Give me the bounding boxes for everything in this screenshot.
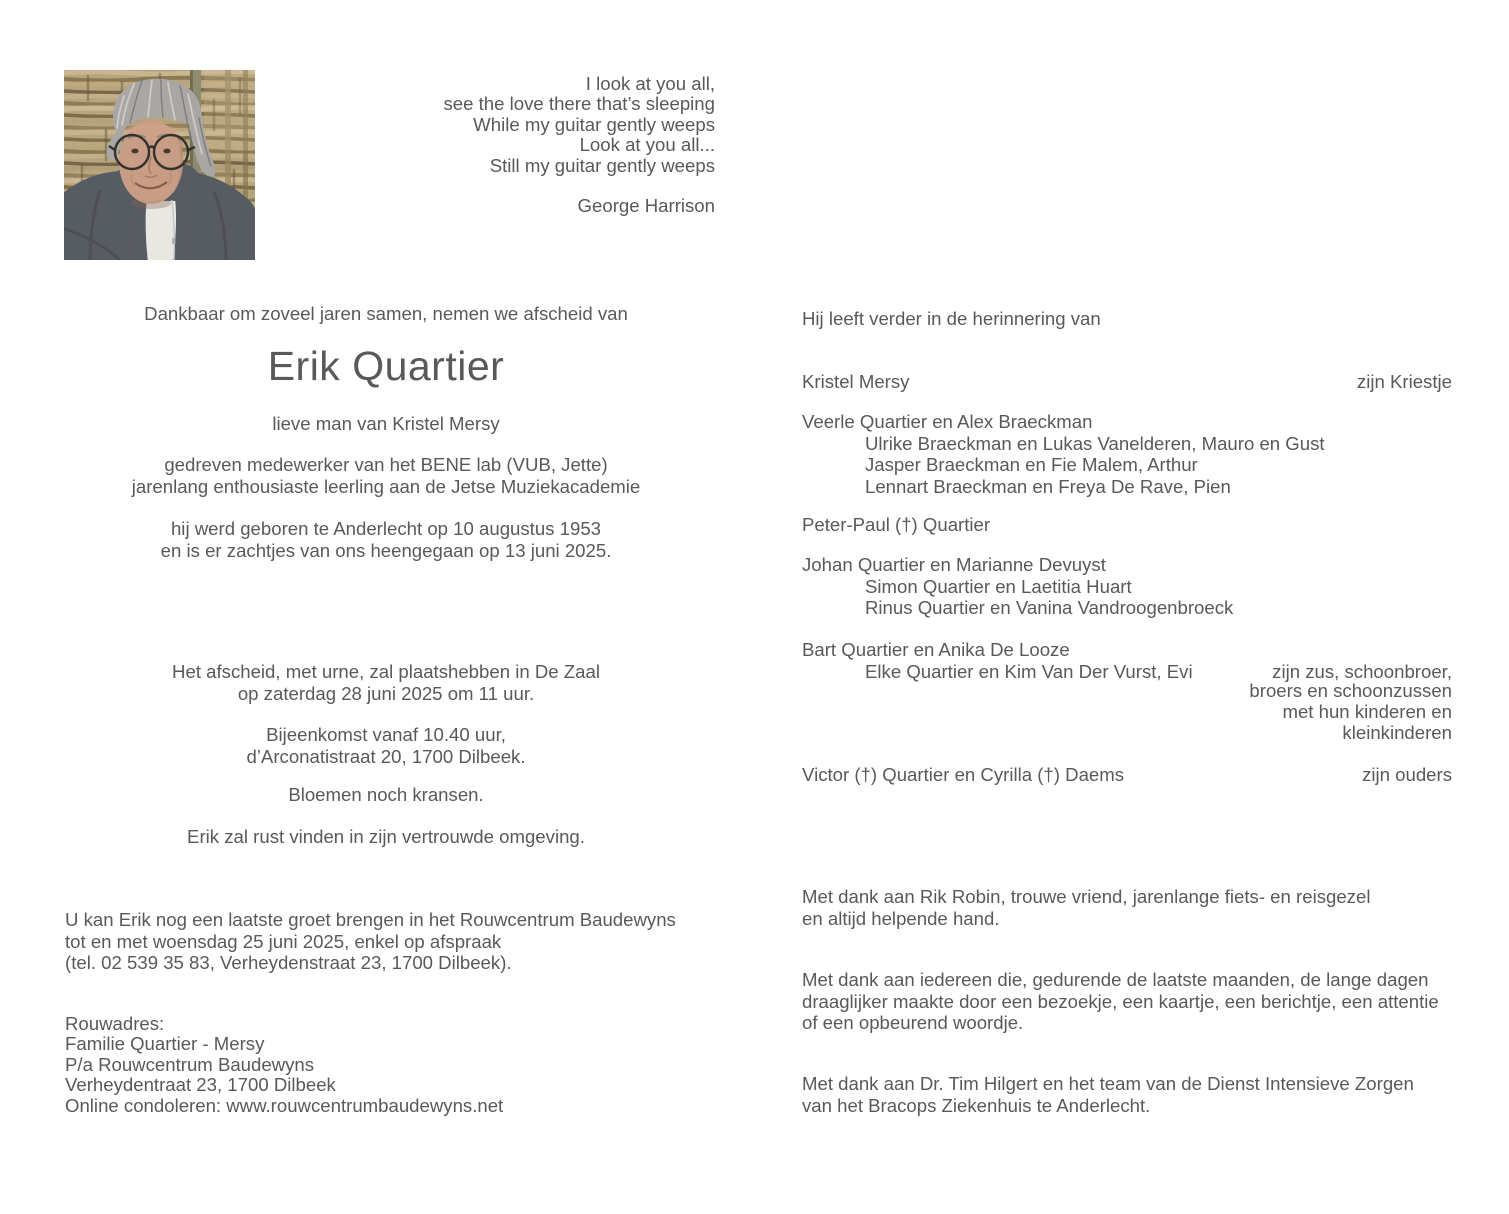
family-group-bart xyxy=(802,639,1452,682)
poem xyxy=(443,74,715,216)
relation-note: met hun kinderen en xyxy=(1282,700,1452,722)
thanks-line: draaglijker maakte door een bezoekje, een kaartje, een berichtje, een attentie xyxy=(802,990,1439,1012)
family-member: Bart Quartier en Anika De Looze xyxy=(802,639,1070,660)
poem-line: Still my guitar gently weeps xyxy=(489,154,715,176)
family-member: Jasper Braeckman en Fie Malem, Arthur xyxy=(865,454,1198,475)
life-dates-line: hij werd geboren te Anderlecht op 10 augustus 1953 xyxy=(170,518,602,539)
ceremony-line: op zaterdag 28 juni 2025 om 11 uur. xyxy=(237,682,535,704)
resting-line: Erik zal rust vinden in zijn vertrouwde omgeving. xyxy=(187,826,585,847)
poem-line: see the love there that’s sleeping xyxy=(443,93,715,115)
family-member: Simon Quartier en Laetitia Huart xyxy=(865,575,1132,597)
family-row xyxy=(802,371,1452,393)
gathering-block xyxy=(18,724,754,767)
family-member: Victor (†) Quartier en Cyrilla (†) Daems xyxy=(802,764,1125,785)
visitation-line: (tel. 02 539 35 83, Verheydenstraat 23, 1700 Dilbeek). xyxy=(65,952,512,973)
portrait-photo xyxy=(64,70,255,260)
gathering-line: Bijeenkomst vanaf 10.40 uur, xyxy=(266,724,506,745)
family-member: Kristel Mersy xyxy=(802,371,910,392)
relation-note: zijn ouders xyxy=(1362,764,1452,785)
family-group-johan xyxy=(802,554,1452,619)
bio-line: jarenlang enthousiaste leerling aan de Jetse Muziekacademie xyxy=(131,475,641,497)
farewell-intro: Dankbaar om zoveel jaren samen, nemen we afscheid van xyxy=(144,303,628,324)
visitation-block xyxy=(65,909,725,974)
spouse-line: lieve man van Kristel Mersy xyxy=(272,413,500,434)
family-row xyxy=(802,661,1452,683)
deceased-name: Erik Quartier xyxy=(267,343,505,389)
poem-line: While my guitar gently weeps xyxy=(473,113,715,135)
family-member: Rinus Quartier en Vanina Vandroogenbroeck xyxy=(865,597,1234,618)
bio-line: gedreven medewerker van het BENE lab (VUB, Jette) xyxy=(164,454,608,475)
family-member: Veerle Quartier en Alex Braeckman xyxy=(802,411,1093,432)
poem-attribution: George Harrison xyxy=(577,195,715,217)
relation-note: broers en schoonzussen xyxy=(1249,680,1452,701)
family-group-veerle xyxy=(802,411,1452,497)
visitation-line: U kan Erik nog een laatste groet brengen in het Rouwcentrum Baudewyns xyxy=(65,909,676,930)
thanks-line: Met dank aan Dr. Tim Hilgert en het team van de Dienst Intensieve Zorgen xyxy=(802,1073,1414,1094)
thanks-line: Met dank aan iedereen die, gedurende de laatste maanden, de lange dagen xyxy=(802,969,1429,990)
relation-note: zijn Kriestje xyxy=(1356,371,1452,392)
relation-note: kleinkinderen xyxy=(1342,721,1452,743)
thanks-line: Met dank aan Rik Robin, trouwe vriend, jarenlange fiets- en reisgezel xyxy=(802,886,1371,907)
family-member: Elke Quartier en Kim Van Der Vurst, Evi xyxy=(865,660,1193,682)
bio-block xyxy=(18,454,754,497)
mourning-address-line: P/a Rouwcentrum Baudewyns xyxy=(65,1053,315,1075)
relation-note-block xyxy=(802,681,1452,743)
visitation-line: tot en met woensdag 25 juni 2025, enkel op afspraak xyxy=(65,930,502,952)
remembrance-header: Hij leeft verder in de herinnering van xyxy=(802,308,1101,329)
thanks-paragraph xyxy=(802,886,1452,929)
poem-line: Look at you all... xyxy=(579,134,715,156)
thanks-line: van het Bracops Ziekenhuis te Anderlecht. xyxy=(802,1094,1151,1116)
family-member: Johan Quartier en Marianne Devuyst xyxy=(802,554,1106,575)
gathering-line: d’Arconatistraat 20, 1700 Dilbeek. xyxy=(246,745,526,767)
no-flowers-line: Bloemen noch kransen. xyxy=(288,784,484,805)
family-row xyxy=(802,764,1452,786)
relation-note: zijn zus, schoonbroer, xyxy=(1272,660,1452,682)
portrait-photo-graphic xyxy=(64,70,255,260)
family-member: Peter-Paul (†) Quartier xyxy=(802,514,991,535)
mourning-address-line: Verheydentraat 23, 1700 Dilbeek xyxy=(65,1074,336,1096)
family-member: Ulrike Braeckman en Lukas Vanelderen, Mauro en Gust xyxy=(865,432,1325,454)
ceremony-block xyxy=(18,661,754,704)
life-dates-block xyxy=(18,518,754,561)
condolence-url-line: Online condoleren: www.rouwcentrumbaudewyns.net xyxy=(65,1094,504,1116)
ceremony-line: Het afscheid, met urne, zal plaatshebben in De Zaal xyxy=(172,661,600,682)
page-right xyxy=(754,0,1509,1214)
life-dates-line: en is er zachtjes van ons heengegaan op 13 juni 2025. xyxy=(160,539,612,561)
mourning-address-block xyxy=(65,1014,725,1116)
mourning-address-label: Rouwadres: xyxy=(65,1013,165,1034)
thanks-paragraph xyxy=(802,1073,1452,1116)
page-left xyxy=(0,0,754,1214)
family-member: Lennart Braeckman en Freya De Rave, Pien xyxy=(865,475,1231,497)
mourning-address-line: Familie Quartier - Mersy xyxy=(65,1033,265,1055)
thanks-line: of een opbeurend woordje. xyxy=(802,1012,1024,1033)
thanks-paragraph xyxy=(802,969,1452,1034)
thanks-line: en altijd helpende hand. xyxy=(802,907,1000,929)
poem-line: I look at you all, xyxy=(585,73,715,94)
